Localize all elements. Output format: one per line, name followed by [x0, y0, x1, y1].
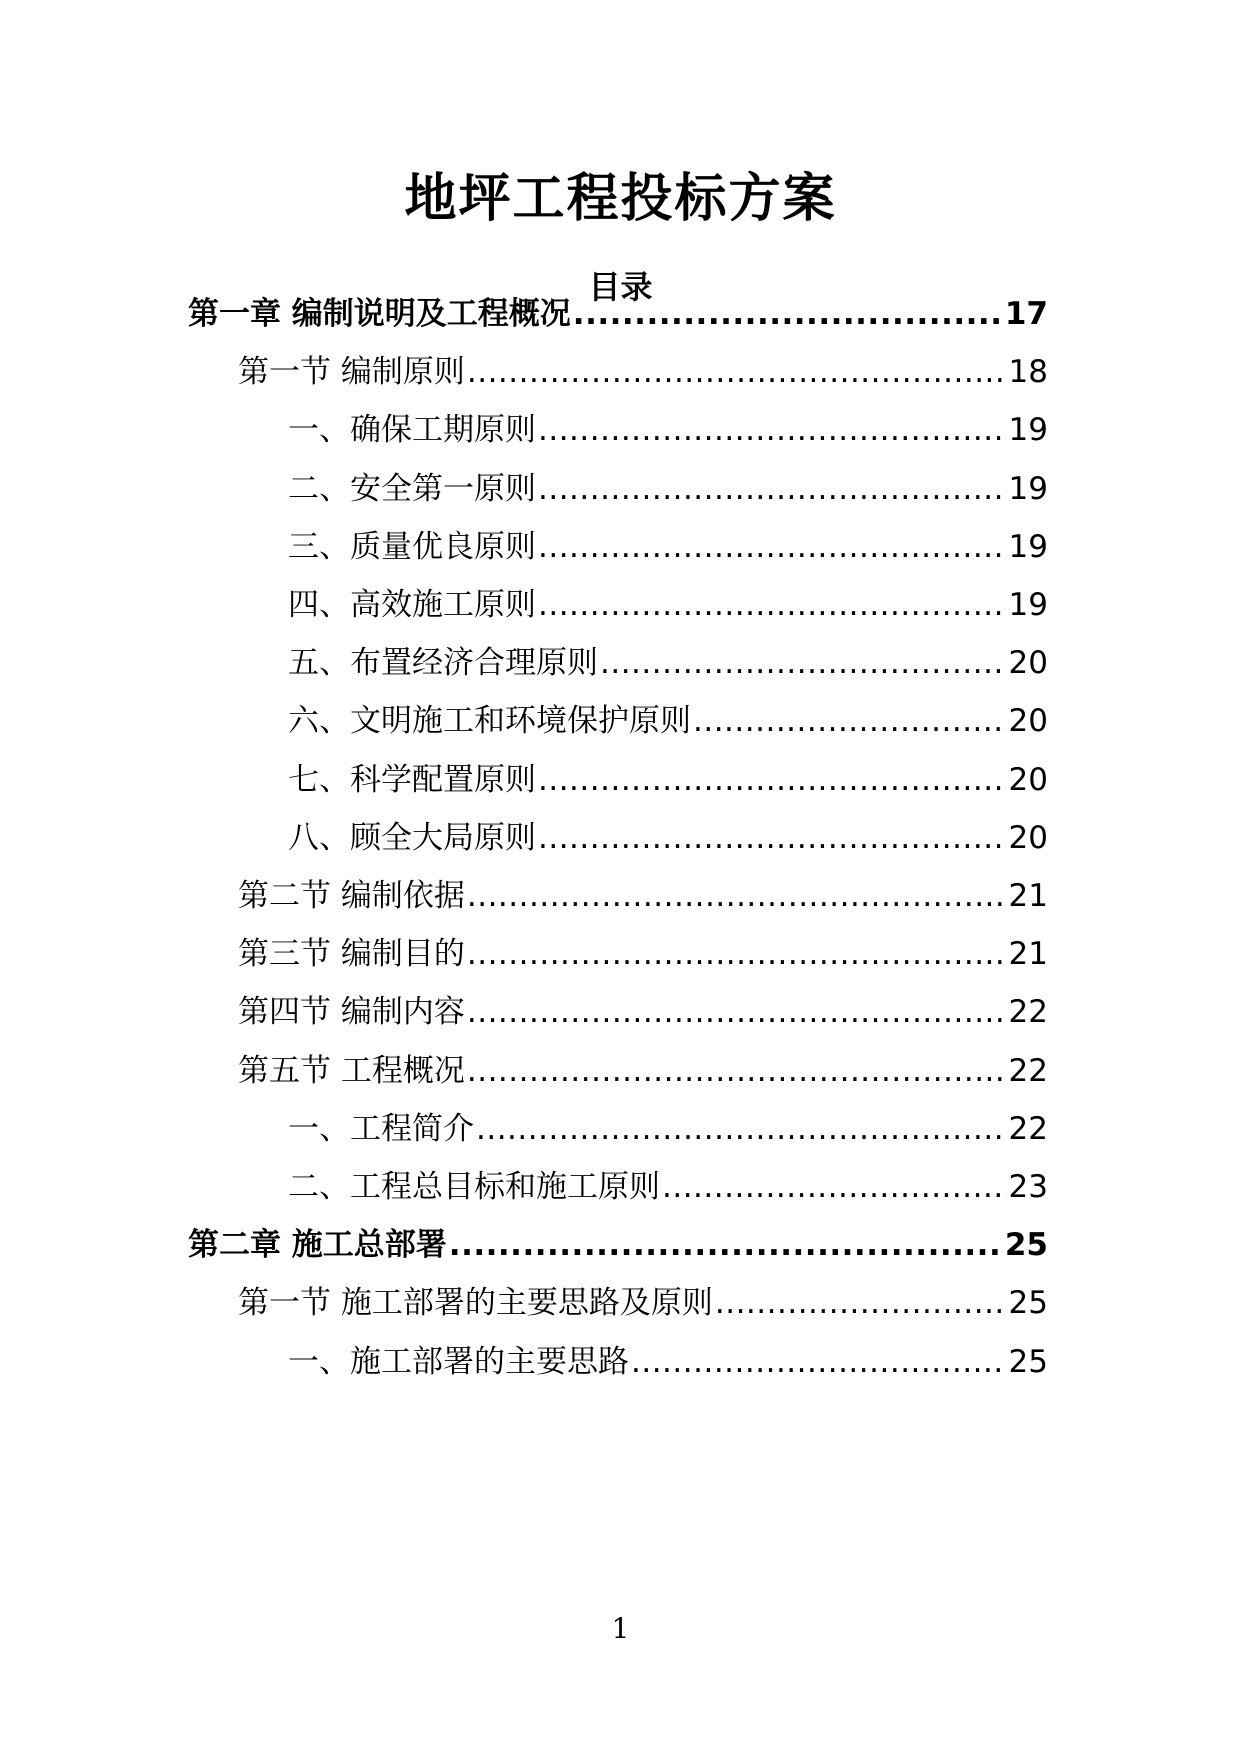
- toc-entry-page: 21: [1008, 878, 1048, 914]
- toc-entry[interactable]: [238, 1051, 1048, 1091]
- toc-entry-label: 第二节 编制依据: [238, 878, 465, 914]
- toc-dot-leader: [467, 934, 1007, 974]
- toc-entry-page: 19: [1008, 470, 1048, 507]
- toc-entry-label: 第四节 编制内容: [238, 994, 465, 1031]
- toc-dot-leader: [476, 1109, 1007, 1149]
- toc-entry-page: 23: [1008, 1169, 1048, 1205]
- toc-entry-label: 八、顾全大局原则: [288, 819, 536, 856]
- toc-entry-page: 22: [1008, 1110, 1048, 1147]
- toc-entry-label: 第一节 施工部署的主要思路及原则: [238, 1285, 713, 1322]
- toc-entry[interactable]: [188, 1225, 1048, 1265]
- toc-dot-leader: [467, 352, 1007, 392]
- toc-entry[interactable]: [288, 818, 1048, 858]
- toc-entry-label: 一、施工部署的主要思路: [288, 1343, 629, 1380]
- toc-entry-label: 第三节 编制目的: [238, 936, 465, 973]
- toc-entry[interactable]: [288, 760, 1048, 800]
- toc-heading: 目录: [588, 268, 653, 306]
- toc-entry-label: 第一章 编制说明及工程概况: [188, 296, 571, 332]
- toc-entry[interactable]: [238, 876, 1048, 916]
- toc-entry-page: 22: [1008, 994, 1048, 1031]
- toc-entry-label: 第一节 编制原则: [238, 354, 465, 391]
- toc-entry-label: 四、高效施工原则: [288, 587, 536, 623]
- toc-dot-leader: [538, 818, 1007, 858]
- toc-entry[interactable]: [238, 934, 1048, 974]
- toc-dot-leader: [467, 1051, 1007, 1091]
- toc-dot-leader: [538, 585, 1007, 625]
- toc-dot-leader: [538, 760, 1007, 800]
- toc-dot-leader: [573, 294, 1003, 334]
- toc-entry-label: 七、科学配置原则: [288, 761, 536, 798]
- toc-dot-leader: [467, 992, 1007, 1032]
- toc-entry[interactable]: [288, 527, 1048, 567]
- document-title: 地坪工程投标方案: [404, 169, 837, 229]
- toc-entry-label: 一、确保工期原则: [288, 412, 536, 449]
- toc-entry-page: 19: [1008, 412, 1048, 449]
- toc-entry-page: 20: [1008, 819, 1048, 856]
- toc-entry-page: 18: [1008, 354, 1048, 391]
- toc-entry-label: 二、安全第一原则: [288, 470, 536, 507]
- toc-entry-label: 第二章 施工总部署: [188, 1227, 447, 1264]
- toc-entry[interactable]: [288, 1109, 1048, 1149]
- toc-entry-page: 22: [1008, 1052, 1048, 1089]
- toc-entry[interactable]: [238, 1283, 1048, 1323]
- toc-entry-label: 五、布置经济合理原则: [288, 645, 598, 682]
- toc-entry-page: 19: [1008, 587, 1048, 623]
- toc-dot-leader: [538, 410, 1007, 450]
- toc-entry[interactable]: [288, 410, 1048, 450]
- toc-entry[interactable]: [238, 992, 1048, 1032]
- toc-entry-label: 二、工程总目标和施工原则: [288, 1169, 660, 1205]
- toc-entry[interactable]: [238, 352, 1048, 392]
- toc-entry[interactable]: [288, 469, 1048, 509]
- toc-entry-page: 20: [1008, 703, 1048, 740]
- toc-dot-leader: [467, 876, 1007, 916]
- toc-dot-leader: [600, 643, 1007, 683]
- toc-entry-page: 25: [1004, 1227, 1048, 1264]
- toc-entry[interactable]: [188, 294, 1048, 334]
- toc-entry-page: 20: [1008, 645, 1048, 682]
- toc-entry-page: 19: [1008, 528, 1048, 565]
- toc-entry-label: 六、文明施工和环境保护原则: [288, 703, 691, 740]
- toc-entry-label: 一、工程简介: [288, 1110, 474, 1147]
- toc-entry[interactable]: [288, 1167, 1048, 1207]
- toc-dot-leader: [662, 1167, 1007, 1207]
- page-number: 1: [611, 1612, 630, 1645]
- toc-entry-page: 20: [1008, 761, 1048, 798]
- toc-entry[interactable]: [288, 585, 1048, 625]
- toc-entry-page: 17: [1004, 296, 1048, 332]
- toc-entry-page: 25: [1008, 1285, 1048, 1322]
- toc-entry[interactable]: [288, 1342, 1048, 1382]
- toc-entry-page: 25: [1008, 1343, 1048, 1380]
- toc-dot-leader: [538, 527, 1007, 567]
- toc-entry-label: 第五节 工程概况: [238, 1052, 465, 1089]
- toc-entry-label: 三、质量优良原则: [288, 528, 536, 565]
- toc-entry-page: 21: [1008, 936, 1048, 973]
- toc-entry[interactable]: [288, 701, 1048, 741]
- toc-entry[interactable]: [288, 643, 1048, 683]
- toc-dot-leader: [631, 1342, 1007, 1382]
- toc-dot-leader: [538, 469, 1007, 509]
- toc-dot-leader: [693, 701, 1007, 741]
- toc-dot-leader: [449, 1225, 1003, 1265]
- toc-dot-leader: [715, 1283, 1007, 1323]
